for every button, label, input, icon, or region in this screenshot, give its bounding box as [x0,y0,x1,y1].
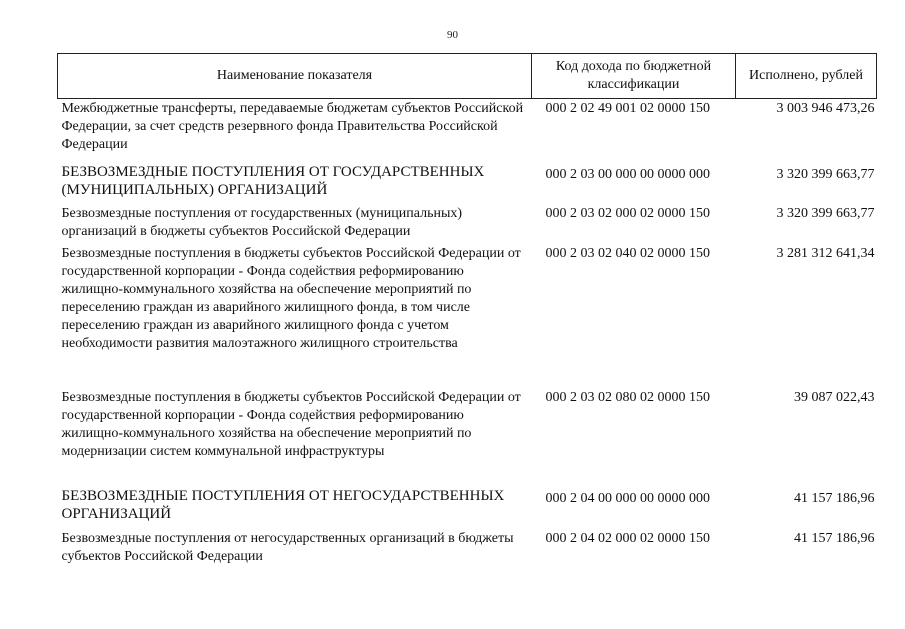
table-row [58,245,877,389]
row-code: 000 2 03 02 000 02 0000 150 [545,206,710,221]
page-number: 90 [447,29,458,41]
row-name: Безвозмездные поступления от негосударственных организаций в бюджеты субъектов Российской Федерации [61,531,514,564]
row-code: 000 2 03 02 040 02 0000 150 [545,246,710,261]
row-amount: 3 281 312 641,34 [776,246,875,261]
table-row [58,487,877,530]
row-amount: 41 157 186,96 [794,491,875,506]
header-amount: Исполнено, рублей [736,54,877,99]
row-amount: 39 087 022,43 [794,390,875,405]
row-code: 000 2 03 02 080 02 0000 150 [545,390,710,405]
header-row [58,54,877,99]
row-amount: 41 157 186,96 [794,531,875,546]
row-name: БЕЗВОЗМЕЗДНЫЕ ПОСТУПЛЕНИЯ ОТ НЕГОСУДАРСТВЕННЫХ ОРГАНИЗАЦИЙ [61,488,505,522]
budget-revenue-table [57,53,877,570]
row-amount: 3 003 946 473,26 [776,101,875,116]
table-row [58,99,877,164]
row-amount: 3 320 399 663,77 [776,206,875,221]
row-code: 000 2 04 00 000 00 0000 000 [545,491,710,506]
row-code: 000 2 02 49 001 02 0000 150 [545,101,710,116]
header-code: Код дохода по бюджетной классификации [532,54,736,99]
table-row [58,205,877,245]
row-name: Безвозмездные поступления в бюджеты субъектов Российской Федерации от государственной корпорации - Фонда содействия реформированию жилищно-коммунального хозяйства на обеспечение мероприятий по переселению граждан из аварийного жилищного фонда, в том числе переселению граждан из аварийного жилищного фонда с учетом необходимости развития малоэтажного жилищного строительства [61,246,521,351]
row-code: 000 2 04 02 000 02 0000 150 [545,531,710,546]
table-row [58,530,877,570]
header-name: Наименование показателя [58,54,532,99]
row-name: Безвозмездные поступления в бюджеты субъектов Российской Федерации от государственной корпорации - Фонда содействия реформированию жилищно-коммунального хозяйства на обеспечение мероприятий по модернизации систем коммунальной инфраструктуры [61,390,521,459]
row-code: 000 2 03 00 000 00 0000 000 [545,167,710,182]
table-row [58,163,877,205]
table-body [58,99,877,571]
row-name: Межбюджетные трансферты, передаваемые бюджетам субъектов Российской Федерации, за счет средств резервного фонда Правительства Российской Федерации [61,101,524,152]
table-row [58,389,877,487]
row-name: Безвозмездные поступления от государственных (муниципальных) организаций в бюджеты субъектов Российской Федерации [61,206,463,239]
row-amount: 3 320 399 663,77 [776,167,875,182]
table-header [58,54,877,99]
row-name: БЕЗВОЗМЕЗДНЫЕ ПОСТУПЛЕНИЯ ОТ ГОСУДАРСТВЕННЫХ (МУНИЦИПАЛЬНЫХ) ОРГАНИЗАЦИЙ [61,164,485,198]
